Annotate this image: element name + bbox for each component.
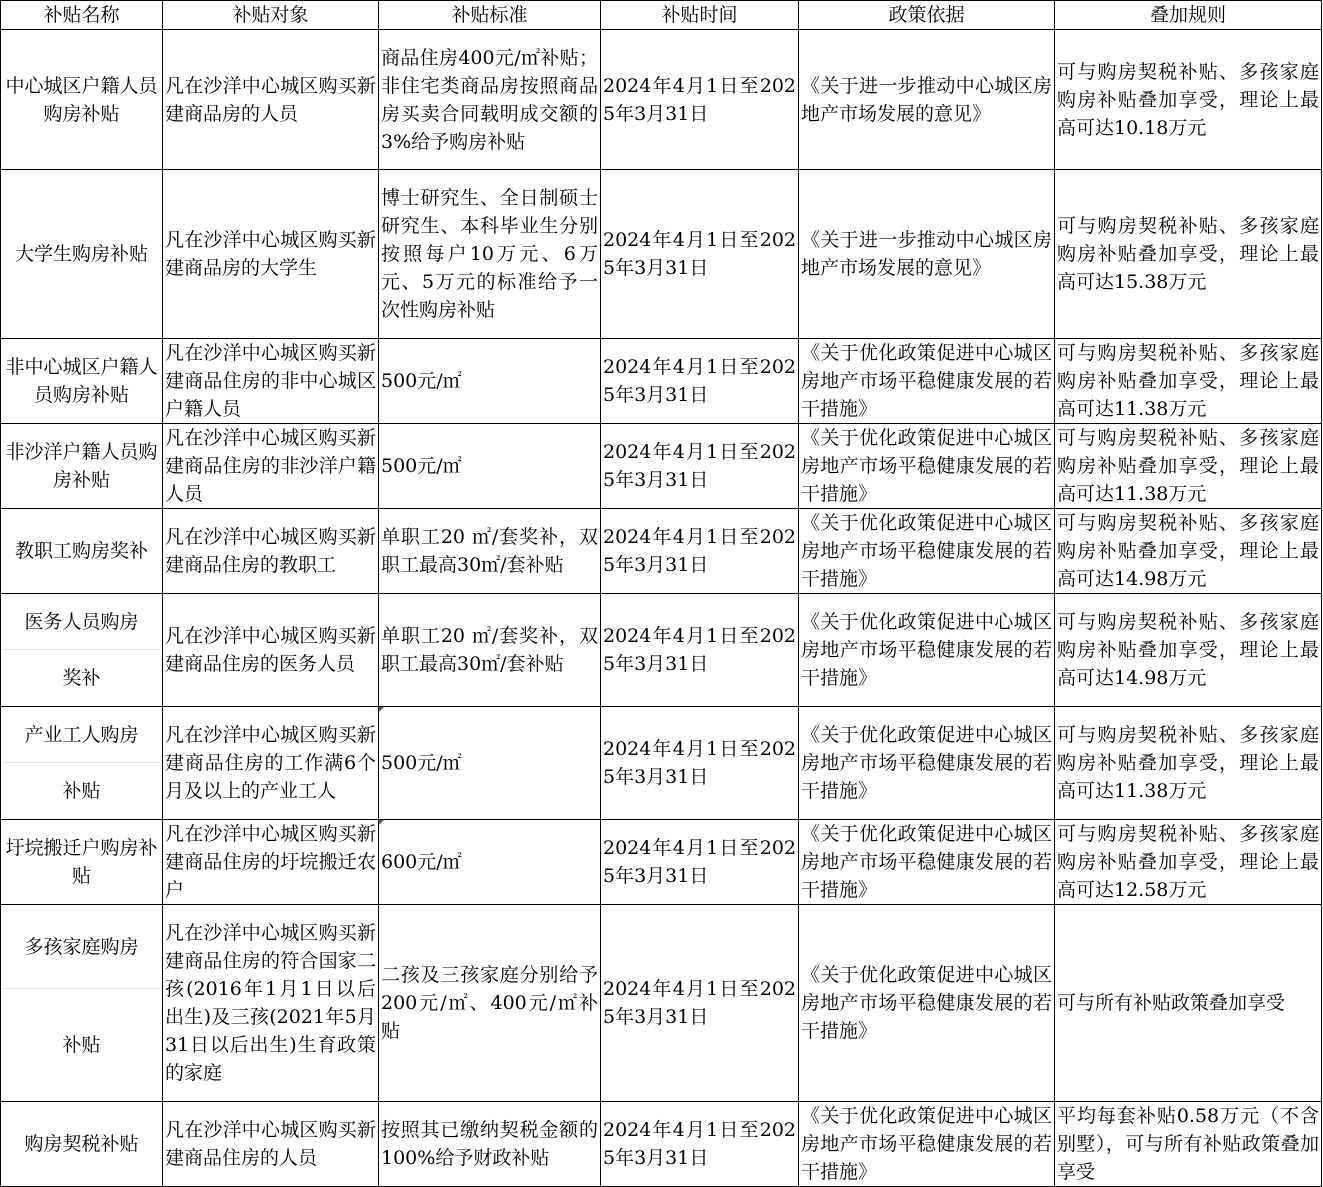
subsidy-name-line-1: 医务人员购房 [3,594,160,650]
subsidy-name: 非中心城区户籍人员购房补贴 [1,339,163,424]
stacking-rule: 平均每套补贴0.58万元（不含别墅），可与所有补贴政策叠加享受 [1055,1102,1322,1187]
subsidy-standard: 600元/㎡ [379,820,601,905]
table-row [1,30,1322,170]
policy-basis: 《关于优化政策促进中心城区房地产市场平稳健康发展的若干措施》 [799,509,1055,594]
policy-basis: 《关于进一步推动中心城区房地产市场发展的意见》 [799,170,1055,339]
subsidy-standard: 按照其已缴纳契税金额的100%给予财政补贴 [379,1102,601,1187]
stacking-rule: 可与购房契税补贴、多孩家庭购房补贴叠加享受，理论上最高可达15.38万元 [1055,170,1322,339]
subsidy-name [1,594,163,707]
policy-basis: 《关于优化政策促进中心城区房地产市场平稳健康发展的若干措施》 [799,905,1055,1102]
subsidy-name: 中心城区户籍人员购房补贴 [1,30,163,170]
subsidy-target: 凡在沙洋中心城区购买新建商品住房的非沙洋户籍人员 [163,424,379,509]
subsidy-name-line-2: 补贴 [62,780,101,802]
table-row [1,170,1322,339]
policy-basis: 《关于优化政策促进中心城区房地产市场平稳健康发展的若干措施》 [799,1102,1055,1187]
subsidy-target: 凡在沙洋中心城区购买新建商品房的人员 [163,30,379,170]
subsidy-name: 购房契税补贴 [1,1102,163,1187]
subsidy-name: 非沙洋户籍人员购房补贴 [1,424,163,509]
subsidy-standard: 单职工20 ㎡/套奖补，双职工最高30㎡/套补贴 [379,594,601,707]
stacking-rule: 可与购房契税补贴、多孩家庭购房补贴叠加享受，理论上最高可达14.98万元 [1055,509,1322,594]
subsidy-standard: 商品住房400元/㎡补贴；非住宅类商品房按照商品房买卖合同载明成交额的3%给予购房补贴 [379,30,601,170]
stacking-rule: 可与购房契税补贴、多孩家庭购房补贴叠加享受，理论上最高可达10.18万元 [1055,30,1322,170]
table-row [1,707,1322,820]
subsidy-time: 2024年4月1日至2025年3月31日 [601,594,799,707]
table-row [1,1102,1322,1187]
table-row [1,509,1322,594]
header-standard: 补贴标准 [379,1,601,30]
header-target: 补贴对象 [163,1,379,30]
header-rule: 叠加规则 [1055,1,1322,30]
policy-basis: 《关于优化政策促进中心城区房地产市场平稳健康发展的若干措施》 [799,339,1055,424]
subsidy-name [1,707,163,820]
policy-basis: 《关于优化政策促进中心城区房地产市场平稳健康发展的若干措施》 [799,820,1055,905]
policy-basis: 《关于优化政策促进中心城区房地产市场平稳健康发展的若干措施》 [799,594,1055,707]
subsidy-name-line-2: 补贴 [62,1034,101,1056]
subsidy-time: 2024年4月1日至2025年3月31日 [601,170,799,339]
subsidy-standard: 二孩及三孩家庭分别给予200元/㎡、400元/㎡补贴 [379,905,601,1102]
table-row [1,424,1322,509]
subsidy-target: 凡在沙洋中心城区购买新建商品住房的圩垸搬迁农户 [163,820,379,905]
table-row [1,820,1322,905]
stacking-rule: 可与购房契税补贴、多孩家庭购房补贴叠加享受，理论上最高可达11.38万元 [1055,707,1322,820]
stacking-rule: 可与所有补贴政策叠加享受 [1055,905,1322,1102]
subsidy-target: 凡在沙洋中心城区购买新建商品住房的教职工 [163,509,379,594]
subsidy-name: 圩垸搬迁户购房补贴 [1,820,163,905]
table-row [1,594,1322,707]
subsidy-time: 2024年4月1日至2025年3月31日 [601,339,799,424]
header-time: 补贴时间 [601,1,799,30]
policy-basis: 《关于进一步推动中心城区房地产市场发展的意见》 [799,30,1055,170]
table-row [1,339,1322,424]
stacking-rule: 可与购房契税补贴、多孩家庭购房补贴叠加享受，理论上最高可达14.98万元 [1055,594,1322,707]
subsidy-standard: 500元/㎡ [379,339,601,424]
subsidy-name: 大学生购房补贴 [1,170,163,339]
subsidy-target: 凡在沙洋中心城区购买新建商品住房的符合国家二孩(2016年1月1日以后出生)及三孩(2021年5月31日以后出生)生育政策的家庭 [163,905,379,1102]
header-basis: 政策依据 [799,1,1055,30]
policy-basis: 《关于优化政策促进中心城区房地产市场平稳健康发展的若干措施》 [799,424,1055,509]
subsidy-name [1,905,163,1102]
subsidy-time: 2024年4月1日至2025年3月31日 [601,1102,799,1187]
policy-basis: 《关于优化政策促进中心城区房地产市场平稳健康发展的若干措施》 [799,707,1055,820]
subsidy-name-line-1: 多孩家庭购房 [3,905,160,989]
subsidy-time: 2024年4月1日至2025年3月31日 [601,820,799,905]
subsidy-standard: 单职工20 ㎡/套奖补，双职工最高30㎡/套补贴 [379,509,601,594]
subsidy-time: 2024年4月1日至2025年3月31日 [601,707,799,820]
table-row [1,905,1322,1102]
subsidy-standard: 500元/㎡ [379,707,601,820]
subsidy-name-line-1: 产业工人购房 [3,707,160,763]
subsidy-target: 凡在沙洋中心城区购买新建商品住房的人员 [163,1102,379,1187]
stacking-rule: 可与购房契税补贴、多孩家庭购房补贴叠加享受，理论上最高可达12.58万元 [1055,820,1322,905]
header-name: 补贴名称 [1,1,163,30]
subsidy-time: 2024年4月1日至2025年3月31日 [601,509,799,594]
subsidy-name: 教职工购房奖补 [1,509,163,594]
subsidy-standard: 博士研究生、全日制硕士研究生、本科毕业生分别按照每户10万元、6万元、5万元的标准给予一次性购房补贴 [379,170,601,339]
subsidy-name-line-2: 奖补 [62,667,101,689]
header-row [1,1,1322,30]
subsidy-target: 凡在沙洋中心城区购买新建商品住房的非中心城区户籍人员 [163,339,379,424]
subsidy-time: 2024年4月1日至2025年3月31日 [601,905,799,1102]
subsidy-time: 2024年4月1日至2025年3月31日 [601,424,799,509]
subsidy-target: 凡在沙洋中心城区购买新建商品住房的工作满6个月及以上的产业工人 [163,707,379,820]
subsidy-standard: 500元/㎡ [379,424,601,509]
stacking-rule: 可与购房契税补贴、多孩家庭购房补贴叠加享受，理论上最高可达11.38万元 [1055,424,1322,509]
subsidy-target: 凡在沙洋中心城区购买新建商品房的大学生 [163,170,379,339]
subsidy-target: 凡在沙洋中心城区购买新建商品住房的医务人员 [163,594,379,707]
stacking-rule: 可与购房契税补贴、多孩家庭购房补贴叠加享受，理论上最高可达11.38万元 [1055,339,1322,424]
subsidy-time: 2024年4月1日至2025年3月31日 [601,30,799,170]
